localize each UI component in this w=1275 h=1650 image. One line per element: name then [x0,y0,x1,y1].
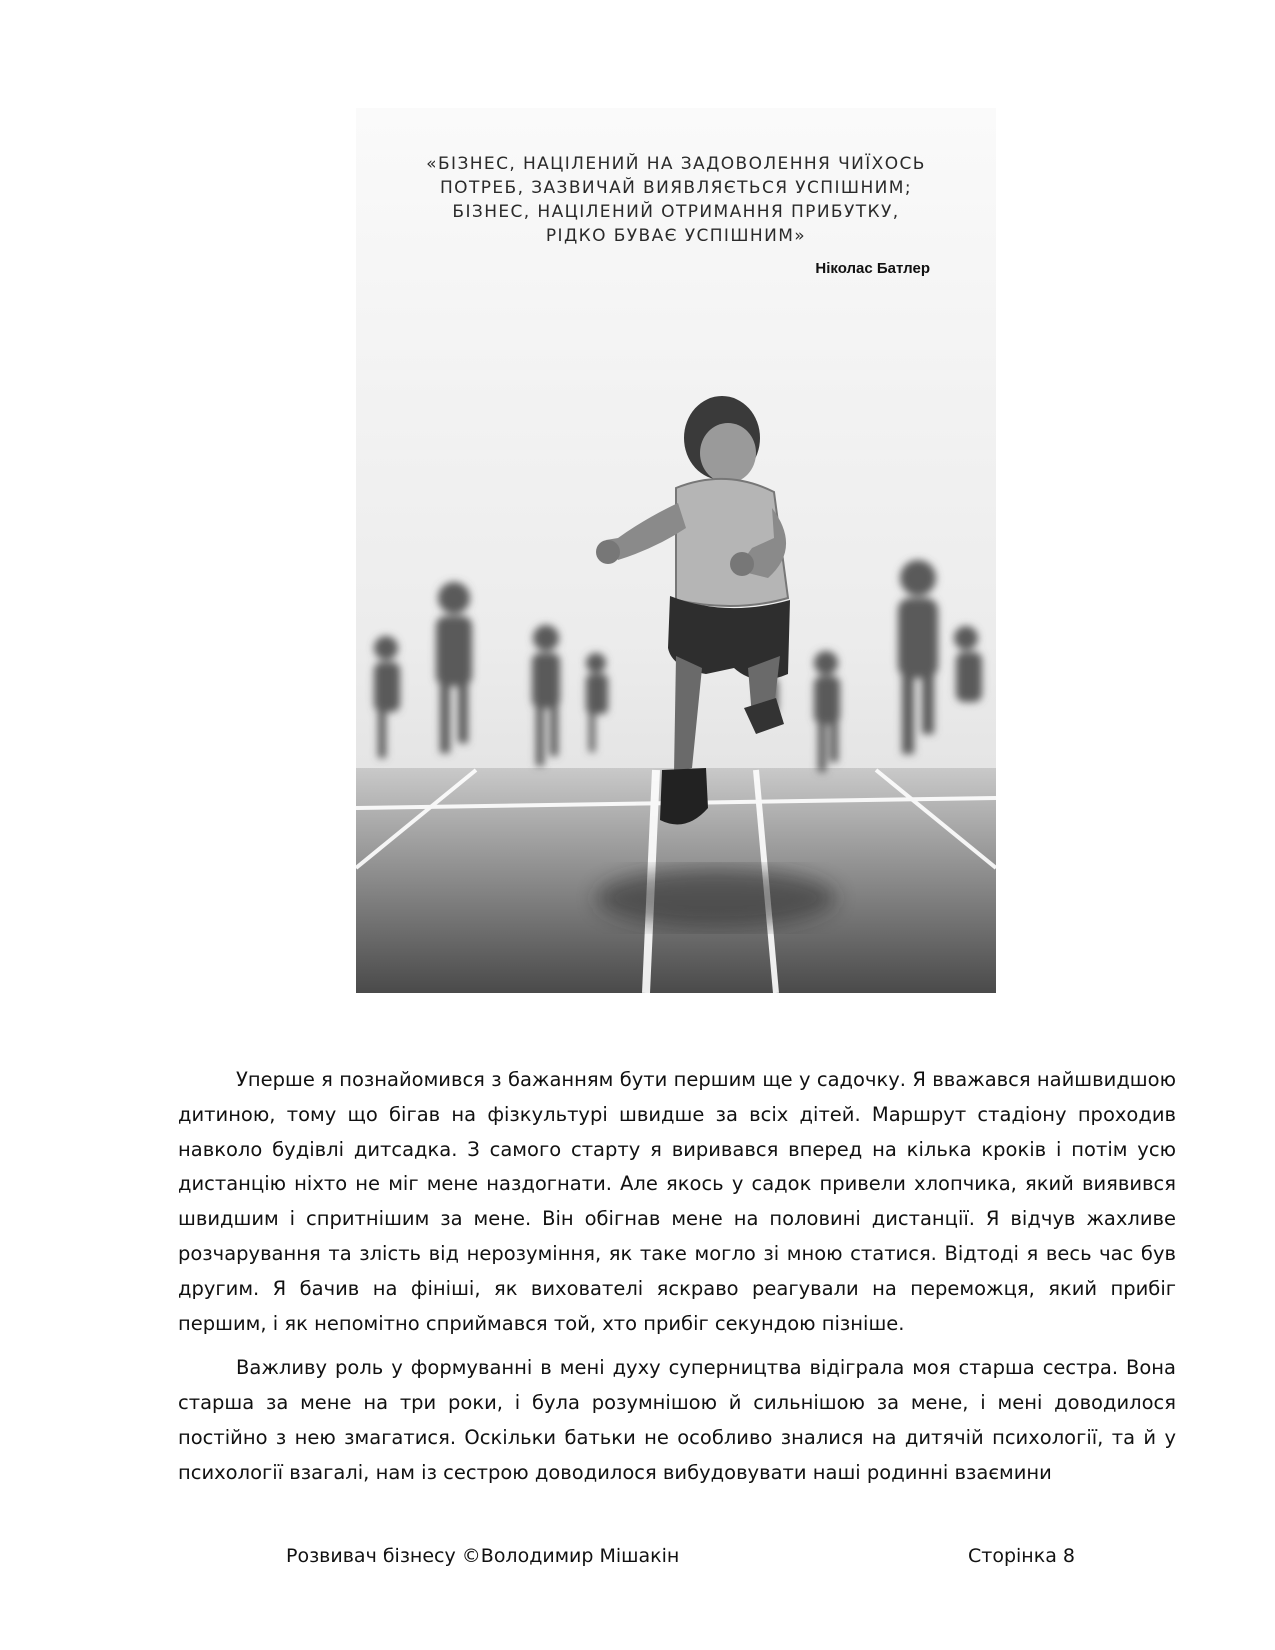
body-text [178,1063,1176,1501]
quote-line: «БІЗНЕС, НАЦІЛЕНИЙ НА ЗАДОВОЛЕННЯ ЧИЇХОСЬ [426,154,926,174]
paragraph: Уперше я познайомився з бажанням бути першим ще у садочку. Я вважався найшвидшою дитиною, тому що бігав на фізкультурі швидше за всіх дітей. Маршрут стадіону проходив навколо будівлі дитсадка. З самого старту я виривався вперед на кілька кроків і потім усю дистанцію ніхто не міг мене наздогнати. Але якось у садок привели хлопчика, який виявився швидшим і спритнішим за мене. Він обігнав мене на половині дистанції. Я відчув жахливе розчарування та злість від нерозуміння, як таке могло зі мною статися. Відтоді я весь час був другим. Я бачив на фініші, як вихователі яскраво реагували на переможця, який прибіг першим, і як непомітно сприймався той, хто прибіг секундою пізніше. [178,1068,1176,1335]
cover-illustration [356,108,996,993]
epigraph-quote [356,152,996,248]
quote-line: БІЗНЕС, НАЦІЛЕНИЙ ОТРИМАННЯ ПРИБУТКУ, [452,202,900,222]
paragraph: Важливу роль у формуванні в мені духу суперництва відіграла моя старша сестра. Вона старша за мене на три роки, і була розумнішою й сильнішою за мене, і мені доводилося постійно з нею змагатися. Оскільки батьки не особливо зналися на дитячій психології, та й у психології взагалі, нам із сестрою доводилося вибудовувати наші родинні взаємини [178,1356,1176,1484]
footer-copyright: Розвивач бізнесу ©Володимир Мішакін [286,1545,680,1567]
quote-line: РІДКО БУВАЄ УСПІШНИМ» [545,226,807,246]
quote-line: ПОТРЕБ, ЗАЗВИЧАЙ ВИЯВЛЯЄТЬСЯ УСПІШНИМ; [440,178,912,198]
footer-page-number: Сторінка 8 [968,1545,1075,1567]
quote-author: Ніколас Батлер [815,260,930,277]
